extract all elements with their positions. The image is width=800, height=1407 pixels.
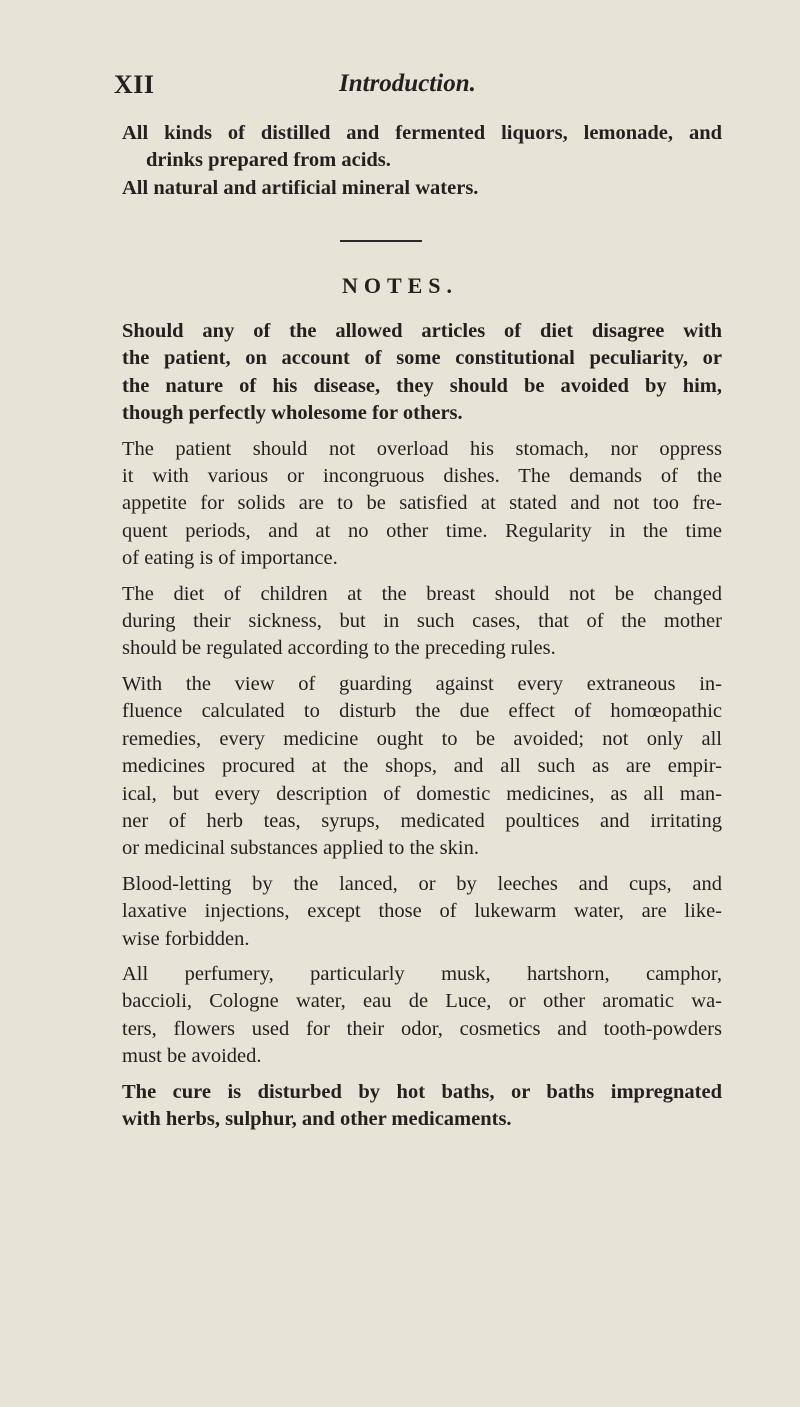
text-line: Should any of the allowed articles of diet disagree with — [122, 320, 722, 342]
section-divider — [340, 240, 422, 242]
text-line: wise forbidden. — [122, 927, 250, 950]
page-number: XII — [114, 70, 155, 99]
list-item — [122, 120, 722, 175]
text-line: The cure is disturbed by hot baths, or baths impregnated — [122, 1080, 722, 1103]
text-line: quent periods, and at no other time. Regularity in the time — [122, 519, 722, 542]
text-line: though perfectly wholesome for others. — [122, 402, 463, 425]
text-line: baccioli, Cologne water, eau de Luce, or other aromatic wa- — [122, 990, 722, 1013]
text-line: medicines procured at the shops, and all such as are empir- — [122, 755, 722, 778]
forbidden-drinks-list — [122, 120, 722, 202]
note-paragraph — [122, 318, 722, 428]
text-line: fluence calculated to disturb the due effect of homœopathic — [122, 700, 722, 723]
text-line: ner of herb teas, syrups, medicated poultices and irritating — [122, 809, 722, 832]
notes-heading: NOTES. — [341, 273, 459, 298]
note-paragraph — [122, 436, 722, 573]
text-line: appetite for solids are to be satisfied at stated and not too fre- — [122, 492, 722, 515]
text-line: with herbs, sulphur, and other medicaments. — [122, 1107, 512, 1130]
text-line: ical, but every description of domestic medicines, as all man- — [122, 782, 722, 805]
text-line: ters, flowers used for their odor, cosmetics and tooth-powders — [122, 1017, 722, 1040]
list-item — [122, 175, 722, 202]
text-line: during their sickness, but in such cases, that of the mother — [122, 610, 722, 633]
text-line: All kinds of distilled and fermented liquors, lemonade, and — [122, 122, 722, 144]
text-line: Blood-letting by the lanced, or by leeches and cups, and — [122, 872, 722, 895]
note-paragraph — [122, 871, 722, 953]
text-line: All perfumery, particularly musk, hartshorn, camphor, — [122, 962, 722, 985]
text-line: the nature of his disease, they should be avoided by him, — [122, 374, 722, 397]
running-title: Introduction. — [339, 70, 476, 97]
text-line: remedies, every medicine ought to be avoided; not only all — [122, 727, 722, 750]
note-paragraph — [122, 961, 722, 1071]
note-paragraph — [122, 1079, 722, 1134]
note-paragraph — [122, 671, 722, 863]
text-line: All natural and artificial mineral waters. — [122, 176, 479, 199]
text-line: With the view of guarding against every extraneous in- — [122, 672, 722, 695]
text-line: laxative injections, except those of lukewarm water, are like- — [122, 900, 722, 923]
text-line: of eating is of importance. — [122, 547, 338, 570]
text-line: the patient, on account of some constitutional peculiarity, or — [122, 347, 722, 370]
page-header — [114, 70, 724, 110]
note-paragraph — [122, 581, 722, 663]
text-line: The patient should not overload his stomach, nor oppress — [122, 437, 722, 460]
text-line: should be regulated according to the preceding rules. — [122, 637, 556, 660]
text-line: The diet of children at the breast should not be changed — [122, 582, 722, 605]
text-line: or medicinal substances applied to the skin. — [122, 837, 479, 860]
text-line: must be avoided. — [122, 1045, 262, 1068]
notes-section — [122, 318, 722, 1141]
text-line: drinks prepared from acids. — [146, 149, 391, 172]
text-line: it with various or incongruous dishes. The demands of the — [122, 465, 722, 488]
